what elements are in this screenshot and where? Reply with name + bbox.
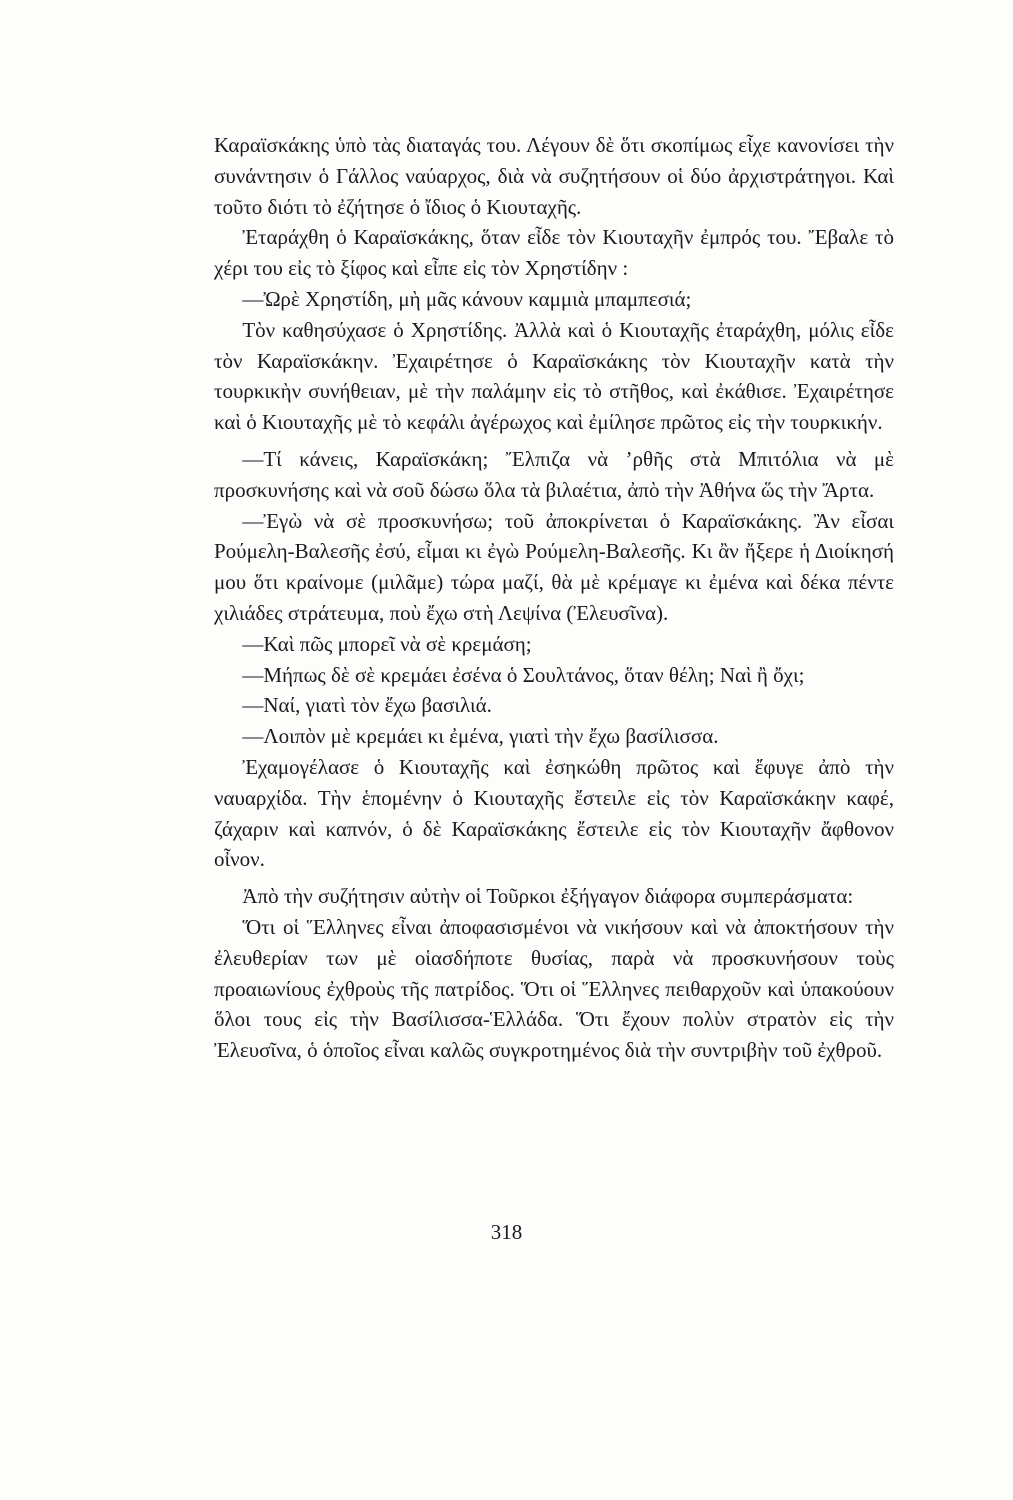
dialogue-line: —Τί κάνεις, Καραϊσκάκη; Ἔλπιζα νὰ ’ρθῆς στὰ Μπιτόλια νὰ μὲ προσκυνήσης καὶ νὰ σοῦ δώσω ὅλα τὰ βιλαέτια, ἀπὸ τὴν Ἀθήνα ὥς τὴν Ἄρτα. <box>214 446 894 502</box>
paragraph: Ἀπὸ τὴν συζήτησιν αὐτὴν οἱ Τοῦρκοι ἐξήγαγον διάφορα συμπεράσματα: <box>242 884 854 909</box>
dialogue-line: —Μήπως δὲ σὲ κρεμάει ἐσένα ὁ Σουλτάνος, ὅταν θέλη; Ναὶ ἢ ὄχι; <box>242 662 805 687</box>
paragraph: Καραϊσκάκης ὑπὸ τὰς διαταγάς του. Λέγουν δὲ ὅτι σκοπίμως εἶχε κανονίσει τὴν συνάντησιν ὁ Γάλλος ναύαρχος, διὰ νὰ συζητήσουν οἱ δύο ἀρχιστράτηγοι. Καὶ τοῦτο διότι τὸ ἐζήτησε ὁ ἴδιος ὁ Κιουταχῆς. <box>214 133 894 219</box>
paragraph: Ἐταράχθη ὁ Καραϊσκάκης, ὅταν εἶδε τὸν Κιουταχῆν ἐμπρός του. Ἔβαλε τὸ χέρι του εἰς τὸ ξίφος καὶ εἶπε εἰς τὸν Χρηστίδην : <box>214 225 894 281</box>
dialogue-line: —Καὶ πῶς μπορεῖ νὰ σὲ κρεμάση; <box>242 631 532 656</box>
paragraph: Τὸν καθησύχασε ὁ Χρηστίδης. Ἀλλὰ καὶ ὁ Κιουταχῆς ἐταράχθη, μόλις εἶδε τὸν Καραϊσκάκην. Ἐχαιρέτησε ὁ Καραϊσκάκης τὸν Κιουταχῆν κατὰ τὴν τουρκικὴν συνήθειαν, μὲ τὴν παλάμην εἰς τὸ στῆθος, καὶ ἐκάθισε. Ἐχαιρέτησε καὶ ὁ Κιουταχῆς μὲ τὸ κεφάλι ἀγέρωχος καὶ ἐμίλησε πρῶτος εἰς τὴν τουρκικήν. <box>214 317 894 435</box>
body-text <box>214 130 894 1066</box>
paragraph: Ὅτι οἱ Ἕλληνες εἶναι ἀποφασισμένοι νὰ νικήσουν καὶ νὰ ἀποκτήσουν τὴν ἐλευθερίαν των μὲ οἱασδήποτε θυσίας, παρὰ νὰ προσκυνήσουν τοὺς προαιωνίους ἐχθροὺς τῆς πατρίδος. Ὅτι οἱ Ἕλληνες πειθαρχοῦν καὶ ὑπακούουν ὅλοι τους εἰς τὴν Βασίλισσα-Ἑλλάδα. Ὅτι ἔχουν πολὺν στρατὸν εἰς τὴν Ἐλευσῖνα, ὁ ὁποῖος εἶναι καλῶς συγκροτημένος διὰ τὴν συντριβὴν τοῦ ἐχθροῦ. <box>214 914 894 1063</box>
dialogue-line: —Λοιπὸν μὲ κρεμάει κι ἐμένα, γιατὶ τὴν ἔχω βασίλισσα. <box>242 724 719 749</box>
dialogue-line: —Ὠρὲ Χρηστίδη, μὴ μᾶς κάνουν καμμιὰ μπαμπεσιά; <box>242 286 692 311</box>
dialogue-line: —Ναί, γιατὶ τὸν ἔχω βασιλιά. <box>242 693 492 718</box>
page-number: 318 <box>490 1220 523 1244</box>
dialogue-line: —Ἐγὼ νὰ σὲ προσκυνήσω; τοῦ ἀποκρίνεται ὁ Καραϊσκάκης. Ἂν εἶσαι Ρούμελη-Βαλεσῆς ἐσύ, εἶμαι κι ἐγὼ Ρούμελη-Βαλεσῆς. Κι ἂν ἤξερε ἡ Διοίκησή μου ὅτι κραίνομε (μιλᾶμε) τώρα μαζί, θὰ μὲ κρέμαγε κι ἐμένα καὶ δέκα πέντε χιλιάδες στράτευμα, ποὺ ἔχω στὴ Λεψίνα (Ἐλευσῖνα). <box>214 508 894 625</box>
paragraph: Ἐχαμογέλασε ὁ Κιουταχῆς καὶ ἐσηκώθη πρῶτος καὶ ἔφυγε ἀπὸ τὴν ναυαρχίδα. Τὴν ἑπομένην ὁ Κιουταχῆς ἔστειλε εἰς τὸν Καραϊσκάκην καφέ, ζάχαριν καὶ καπνόν, ὁ δὲ Καραϊσκάκης ἔστειλε εἰς τὸν Κιουταχῆν ἄφθονον οἶνον. <box>214 754 894 872</box>
